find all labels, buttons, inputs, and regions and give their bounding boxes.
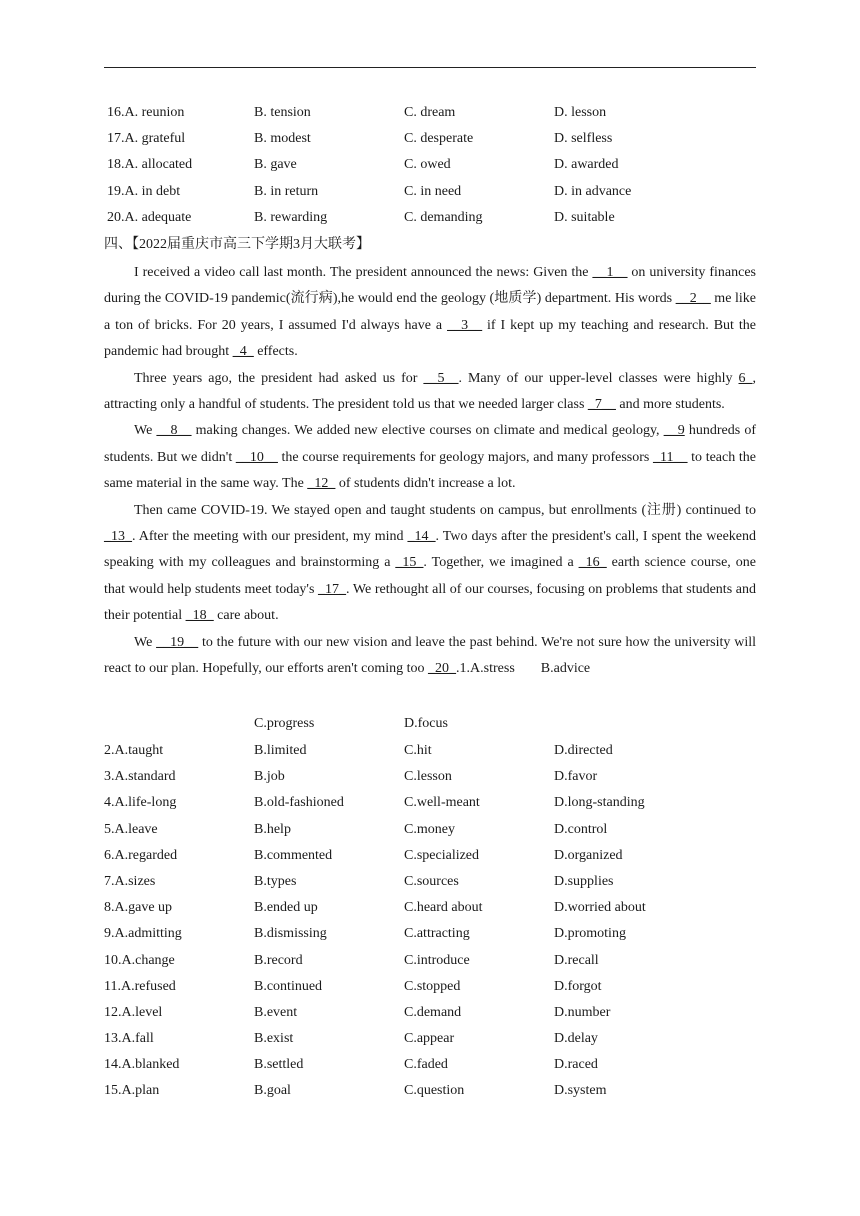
passage-text: , attracting only a handful of students. The president told us that we needed larger class	[104, 370, 756, 413]
blank-13: _13_	[104, 529, 132, 545]
passage-text: .1.A.stress	[456, 661, 515, 677]
option-d: D. lesson	[554, 105, 607, 120]
option-row	[104, 764, 756, 790]
option-c: C.sources	[404, 873, 459, 889]
option-row	[104, 1078, 756, 1104]
option-a: 19.A. in debt	[107, 183, 181, 199]
passage-text: the course requirements for geology majors, and many professors	[277, 449, 654, 465]
option-c: C. owed	[404, 157, 451, 173]
option-b: B.help	[254, 821, 291, 837]
option-d: D.system	[554, 1083, 607, 1099]
blank-12: _12_	[307, 476, 336, 492]
blank-18: _18_	[185, 608, 214, 624]
option-a: 14.A.blanked	[104, 1057, 180, 1073]
passage-text: We	[134, 634, 157, 650]
passage-text: . Two days after the president's call, I spent the weekend speaking with my colleagues and brainstorming a	[104, 529, 756, 571]
blank-4: _4_	[232, 344, 254, 360]
option-b: B. gave	[254, 157, 297, 173]
passage-text: . After the meeting with our president, my mind	[132, 529, 408, 545]
option-row	[104, 1052, 756, 1078]
option-b: B.dismissing	[254, 926, 327, 942]
option-c: C.heard about	[404, 900, 483, 916]
option-row	[104, 100, 756, 126]
option-d: D.long-standing	[554, 795, 645, 811]
passage-text: . Many of our upper-level classes were highly	[458, 370, 739, 386]
cloze-passage	[104, 260, 756, 683]
passage-text: of students didn't increase a lot.	[335, 476, 516, 492]
option-d: D. suitable	[554, 209, 615, 225]
option-b: B.types	[254, 873, 297, 889]
option-row	[104, 790, 756, 816]
paragraph-3	[104, 418, 756, 497]
option-b: B.continued	[254, 978, 323, 994]
option-c: C.well-meant	[404, 795, 480, 811]
blank-3: __3__	[447, 317, 483, 333]
passage-text: Three years ago, the president had asked us for	[134, 370, 424, 386]
option-c: C.stopped	[404, 978, 461, 994]
option-c: C.progress	[254, 716, 315, 731]
blank-17: _17_	[318, 581, 347, 597]
option-row	[104, 974, 756, 1000]
option-b: B.commented	[254, 847, 333, 863]
option-a: 10.A.change	[104, 952, 175, 968]
option-b: B. in return	[254, 183, 319, 199]
blank-6: 6_	[738, 370, 753, 386]
option-d: D.delay	[554, 1031, 598, 1047]
option-b: B.ended up	[254, 900, 318, 916]
passage-text: care about.	[213, 608, 279, 624]
option-c: C.faded	[404, 1057, 448, 1073]
option-d: D.number	[554, 1004, 611, 1020]
option-d: D.focus	[404, 716, 448, 731]
option-d: D.organized	[554, 847, 623, 863]
option-row	[104, 921, 756, 947]
header-rule	[104, 67, 756, 68]
blank-20: _20_	[428, 661, 457, 677]
option-b: B.event	[254, 1004, 298, 1020]
blank-15: _15_	[395, 555, 424, 571]
options-2-15	[104, 738, 756, 1105]
option-a: 13.A.fall	[104, 1031, 154, 1047]
blank-10: __10__	[235, 449, 278, 465]
passage-text: to teach the same material in the same way. The	[104, 449, 756, 492]
option-row	[104, 895, 756, 921]
option-c: C.money	[404, 821, 455, 837]
option-a: 3.A.standard	[104, 769, 176, 785]
option-b: B.record	[254, 952, 303, 968]
option-d: D.raced	[554, 1057, 598, 1073]
option-c: C. demanding	[404, 209, 483, 225]
passage-text: on university finances during the COVID-19 pandemic(流行病),he would end the geology (地质学) department. His words	[104, 265, 756, 307]
section-heading: 四、【2022届重庆市高三下学期3月大联考】	[104, 237, 370, 252]
passage-text: earth science course, one that would help students meet today's	[104, 555, 756, 597]
option-a: 20.A. adequate	[107, 209, 192, 225]
blank-7: _7__	[587, 397, 616, 413]
option-c: C.hit	[404, 743, 432, 758]
option-c: C.specialized	[404, 847, 480, 863]
option-a: 6.A.regarded	[104, 847, 178, 863]
option-row	[104, 152, 756, 178]
option-row	[104, 1026, 756, 1052]
option-row	[104, 869, 756, 895]
option-d: D.promoting	[554, 926, 626, 942]
blank-5: __5__	[423, 370, 459, 386]
passage-text: B.advice	[540, 661, 591, 677]
option-a: 15.A.plan	[104, 1083, 160, 1099]
option-a: 11.A.refused	[104, 978, 176, 994]
passage-text: . We rethought all of our courses, focusing on problems that students and their potential	[104, 581, 756, 624]
option-a: 4.A.life-long	[104, 795, 177, 811]
option-b: B.job	[254, 769, 285, 785]
blank-1: __1__	[592, 265, 628, 280]
option-a: 17.A. grateful	[107, 131, 186, 147]
passage-text: to the future with our new vision and leave the past behind. We're not sure how the university will react to our plan. Hopefully, our efforts aren't coming too	[104, 634, 756, 677]
passage-text: effects.	[253, 344, 298, 360]
blank-2: __2__	[675, 291, 711, 307]
option-c: C. in need	[404, 183, 462, 199]
option-c: C.demand	[404, 1004, 462, 1020]
option-row	[104, 843, 756, 869]
option-d: D.supplies	[554, 873, 614, 889]
passage-text: We	[134, 423, 157, 439]
option-row	[104, 205, 756, 231]
option-d: D.directed	[554, 743, 613, 758]
paragraph-2	[104, 366, 756, 419]
option-row	[104, 817, 756, 843]
passage-text: Then came COVID-19. We stayed open and taught students on campus, but enrollments (注册) continued to	[134, 502, 756, 518]
blank-8: __8__	[156, 423, 192, 439]
option-b: B.goal	[254, 1083, 291, 1099]
passage-text: me like a ton of bricks. For 20 years, I assumed I'd always have a	[104, 291, 756, 333]
passage-text: and more students.	[615, 397, 725, 413]
option-row	[104, 1000, 756, 1026]
passage-text: I received a video call last month. The president announced the news: Given the	[134, 265, 593, 280]
blank-9: __9	[663, 423, 685, 439]
option-d: D.favor	[554, 769, 598, 785]
option-c: C.question	[404, 1083, 465, 1099]
option-b: B. tension	[254, 105, 311, 120]
option-d: D.forgot	[554, 978, 602, 994]
option-d: D. selfless	[554, 131, 613, 147]
option-a: 2.A.taught	[104, 743, 164, 758]
passage-text: . Together, we imagined a	[423, 555, 579, 571]
option-a: 5.A.leave	[104, 821, 158, 837]
blank-11: _11__	[653, 449, 688, 465]
option-a: 12.A.level	[104, 1004, 163, 1020]
option-c: C. dream	[404, 105, 456, 120]
option-c: C.introduce	[404, 952, 470, 968]
option-c: C.lesson	[404, 769, 452, 785]
option-row	[104, 179, 756, 205]
option-c: C. desperate	[404, 131, 474, 147]
options-16-20	[104, 100, 756, 231]
option-row	[104, 738, 756, 764]
option-a: 7.A.sizes	[104, 873, 156, 889]
option-d: D.recall	[554, 952, 599, 968]
option-d: D. in advance	[554, 183, 632, 199]
option-c: C.appear	[404, 1031, 455, 1047]
passage-text: hundreds of students. But we didn't	[104, 423, 756, 465]
option-b: B.settled	[254, 1057, 304, 1073]
option-a: 8.A.gave up	[104, 900, 173, 916]
option-b: B. modest	[254, 131, 311, 147]
option-a: 16.A. reunion	[107, 105, 185, 120]
blank-19: __19__	[156, 634, 199, 650]
option-b: B.exist	[254, 1031, 294, 1047]
option-d: D.worried about	[554, 900, 646, 916]
passage-text: if I kept up my teaching and research. But the pandemic had brought	[104, 317, 756, 360]
paragraph-5	[104, 630, 756, 683]
option-row-1-continued	[104, 711, 756, 737]
option-d: D.control	[554, 821, 608, 837]
option-a: 9.A.admitting	[104, 926, 182, 942]
option-d: D. awarded	[554, 157, 619, 173]
option-c: C.attracting	[404, 926, 470, 942]
blank-14: _14_	[407, 529, 436, 545]
blank-16: _16_	[578, 555, 607, 571]
paragraph-4	[104, 498, 756, 630]
option-b: B. rewarding	[254, 209, 328, 225]
option-a: 18.A. allocated	[107, 157, 193, 173]
option-row	[104, 126, 756, 152]
paragraph-1	[104, 260, 756, 366]
passage-text: making changes. We added new elective courses on climate and medical geology,	[191, 423, 664, 439]
option-row	[104, 948, 756, 974]
option-b: B.old-fashioned	[254, 795, 344, 811]
option-b: B.limited	[254, 743, 307, 758]
